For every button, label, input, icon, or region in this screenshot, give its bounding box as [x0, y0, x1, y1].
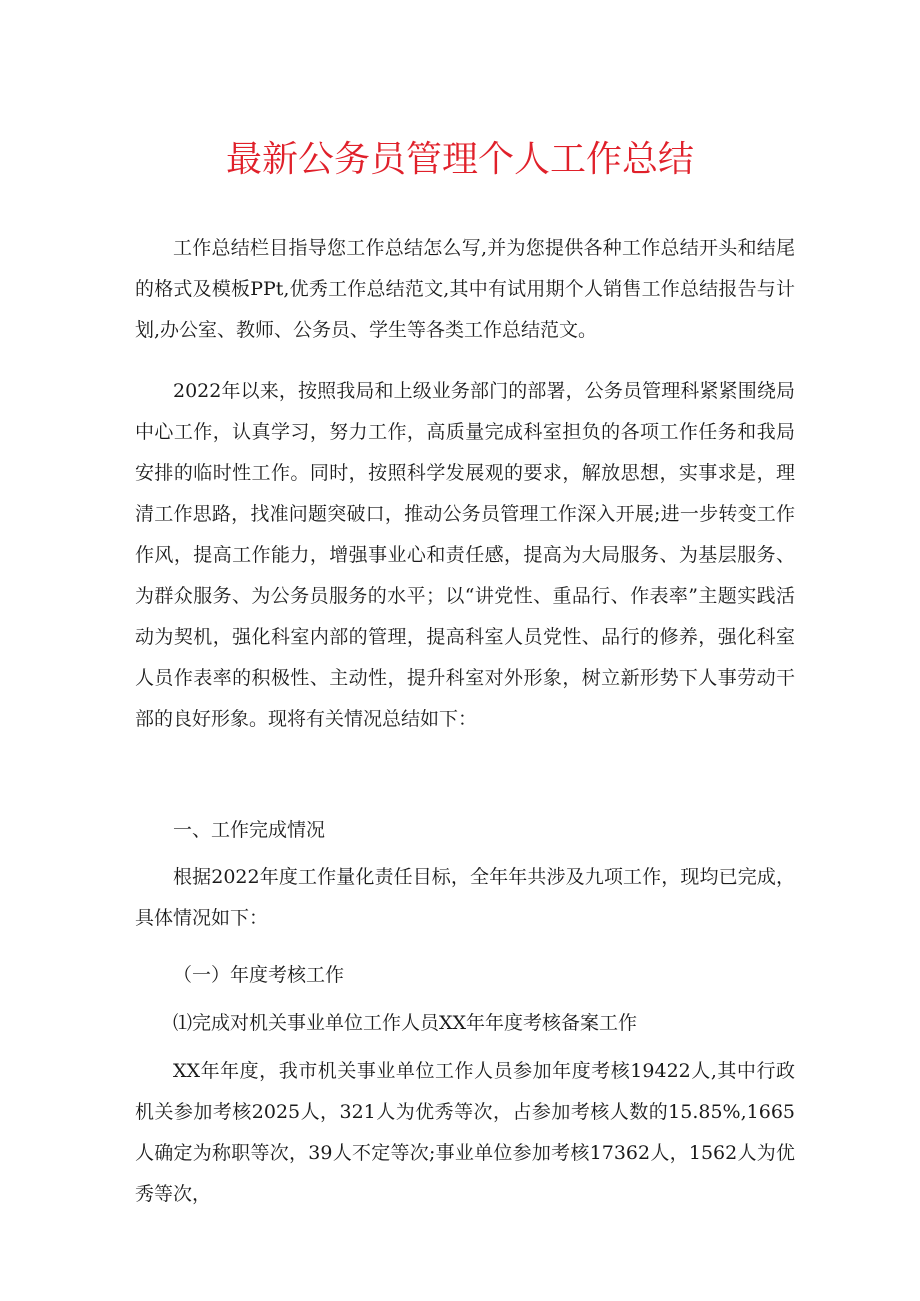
section-heading-block	[135, 810, 795, 851]
target-paragraph: 根据2022年度工作量化责任目标，全年年共涉及九项工作，现均已完成，具体情况如下：	[135, 866, 795, 929]
item-heading-block	[135, 1003, 795, 1044]
summary-paragraph-block	[135, 371, 795, 740]
assessment-paragraph: XX年年度，我市机关事业单位工作人员参加年度考核19422人,其中行政机关参加考核2025人，321人为优秀等次，占参加考核人数的15.85%,1665人确定为称职等次，39人不定等次;事业单位参加考核17362人，1562人为优秀等次，	[135, 1060, 795, 1205]
intro-paragraph: 工作总结栏目指导您工作总结怎么写,并为您提供各种工作总结开头和结尾的格式及模板PPt,优秀工作总结范文,其中有试用期个人销售工作总结报告与计划,办公室、教师、公务员、学生等各类工作总结范文。	[135, 237, 795, 341]
page-title: 最新公务员管理个人工作总结	[225, 139, 694, 180]
section-heading: 一、工作完成情况	[173, 819, 326, 841]
intro-paragraph-block	[135, 228, 795, 351]
target-paragraph-block	[135, 857, 795, 939]
subsection-heading: （一）年度考核工作	[173, 964, 345, 986]
assessment-paragraph-block	[135, 1051, 795, 1215]
summary-paragraph: 2022年以来，按照我局和上级业务部门的部署，公务员管理科紧紧围绕局中心工作，认真学习，努力工作，高质量完成科室担负的各项工作任务和我局安排的临时性工作。同时，按照科学发展观的要求，解放思想，实事求是，理清工作思路，找准问题突破口，推动公务员管理工作深入开展;进一步转变工作作风，提高工作能力，增强事业心和责任感，提高为大局服务、为基层服务、为群众服务、为公务员服务的水平；以“讲党性、重品行、作表率”主题实践活动为契机，强化科室内部的管理，提高科室人员党性、品行的修养，强化科室人员作表率的积极性、主动性，提升科室对外形象，树立新形势下人事劳动干部的良好形象。现将有关情况总结如下：	[135, 380, 795, 730]
subsection-heading-block	[135, 955, 795, 996]
item-heading: ⑴完成对机关事业单位工作人员XX年年度考核备案工作	[173, 1012, 638, 1034]
